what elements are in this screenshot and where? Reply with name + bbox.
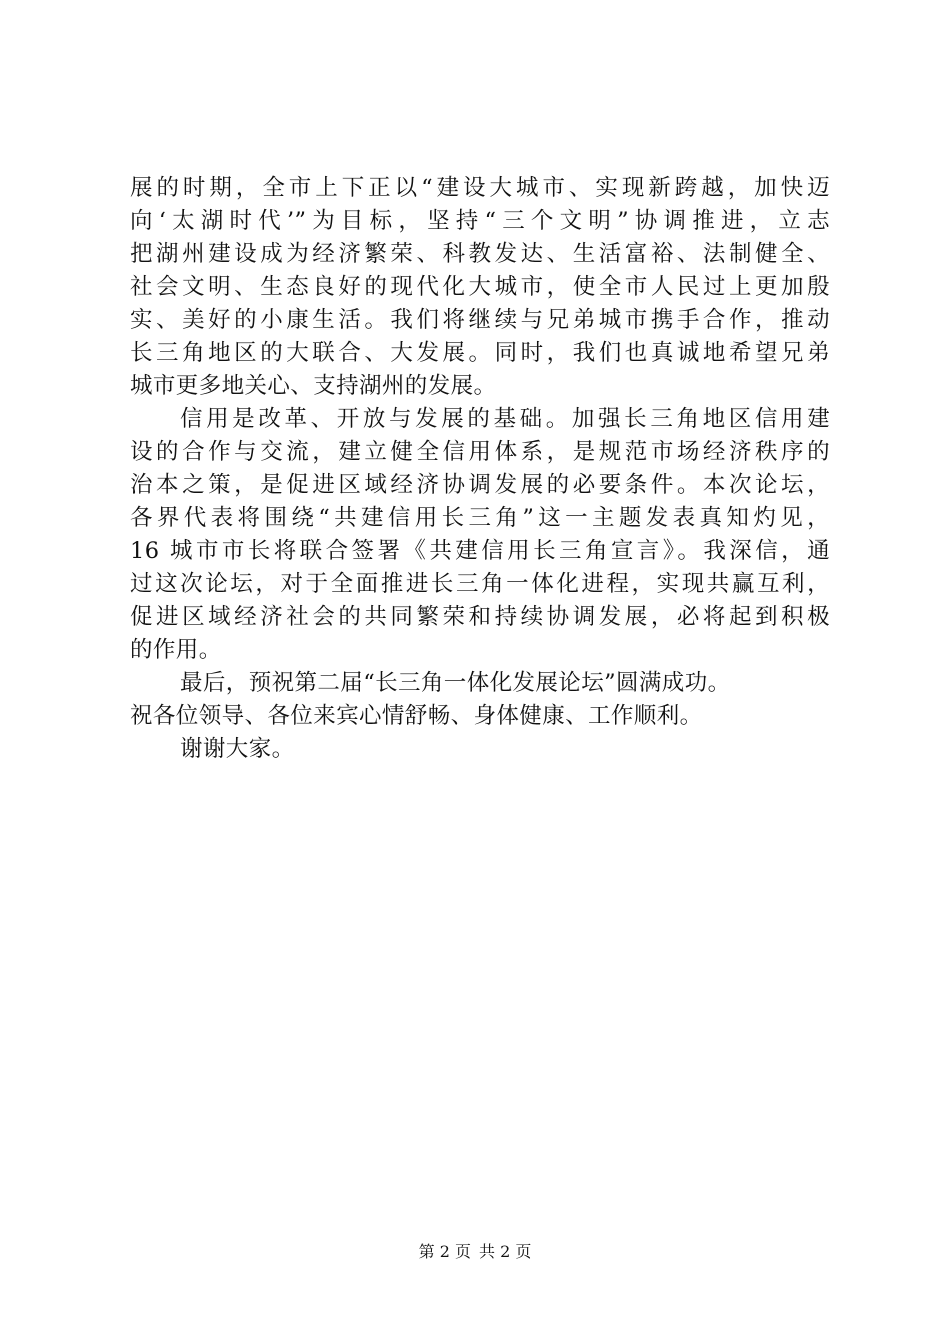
paragraph-2-line-3: 治本之策，是促进区域经济协调发展的必要条件。本次论坛， (130, 472, 830, 498)
paragraph-4-line-1: 谢谢大家。 (180, 736, 295, 762)
paragraph-1-line-3: 把湖州建设成为经济繁荣、科教发达、生活富裕、法制健全、 (130, 241, 830, 267)
paragraph-1-line-4: 社会文明、生态良好的现代化大城市，使全市人民过上更加殷 (130, 274, 830, 300)
paragraph-1-line-1: 展的时期，全市上下正以“建设大城市、实现新跨越，加快迈 (130, 175, 830, 201)
paragraph-2-line-4: 各界代表将围绕“共建信用长三角”这一主题发表真知灼见， (130, 505, 830, 531)
paragraph-1-line-5: 实、美好的小康生活。我们将继续与兄弟城市携手合作，推动 (130, 307, 830, 333)
page-footer (0, 1240, 950, 1264)
paragraph-3-line-1: 最后，预祝第二届“长三角一体化发展论坛”圆满成功。 (180, 670, 731, 696)
paragraph-2-line-5: 16 城市市长将联合签署《共建信用长三角宣言》。我深信，通 (130, 538, 830, 564)
paragraph-1-line-7: 城市更多地关心、支持湖州的发展。 (130, 373, 497, 399)
paragraph-1-line-6: 长三角地区的大联合、大发展。同时，我们也真诚地希望兄弟 (130, 340, 830, 366)
paragraph-2-line-6: 过这次论坛，对于全面推进长三角一体化进程，实现共赢互利， (130, 571, 830, 597)
paragraph-2-line-7: 促进区域经济社会的共同繁荣和持续协调发展，必将起到积极 (130, 604, 830, 630)
paragraph-3-line-2: 祝各位领导、各位来宾心情舒畅、身体健康、工作顺利。 (130, 703, 703, 729)
page-number-total: 共 2 页 (479, 1242, 532, 1261)
paragraph-1-line-2: 向‘太湖时代’”为目标，坚持“三个文明”协调推进，立志 (130, 208, 830, 234)
paragraph-2-line-2: 设的合作与交流，建立健全信用体系，是规范市场经济秩序的 (130, 439, 830, 465)
page-number-current: 第 2 页 (418, 1242, 471, 1261)
paragraph-2-line-8: 的作用。 (130, 637, 222, 663)
paragraph-2-line-1: 信用是改革、开放与发展的基础。加强长三角地区信用建 (180, 406, 830, 432)
body-text (130, 172, 830, 766)
